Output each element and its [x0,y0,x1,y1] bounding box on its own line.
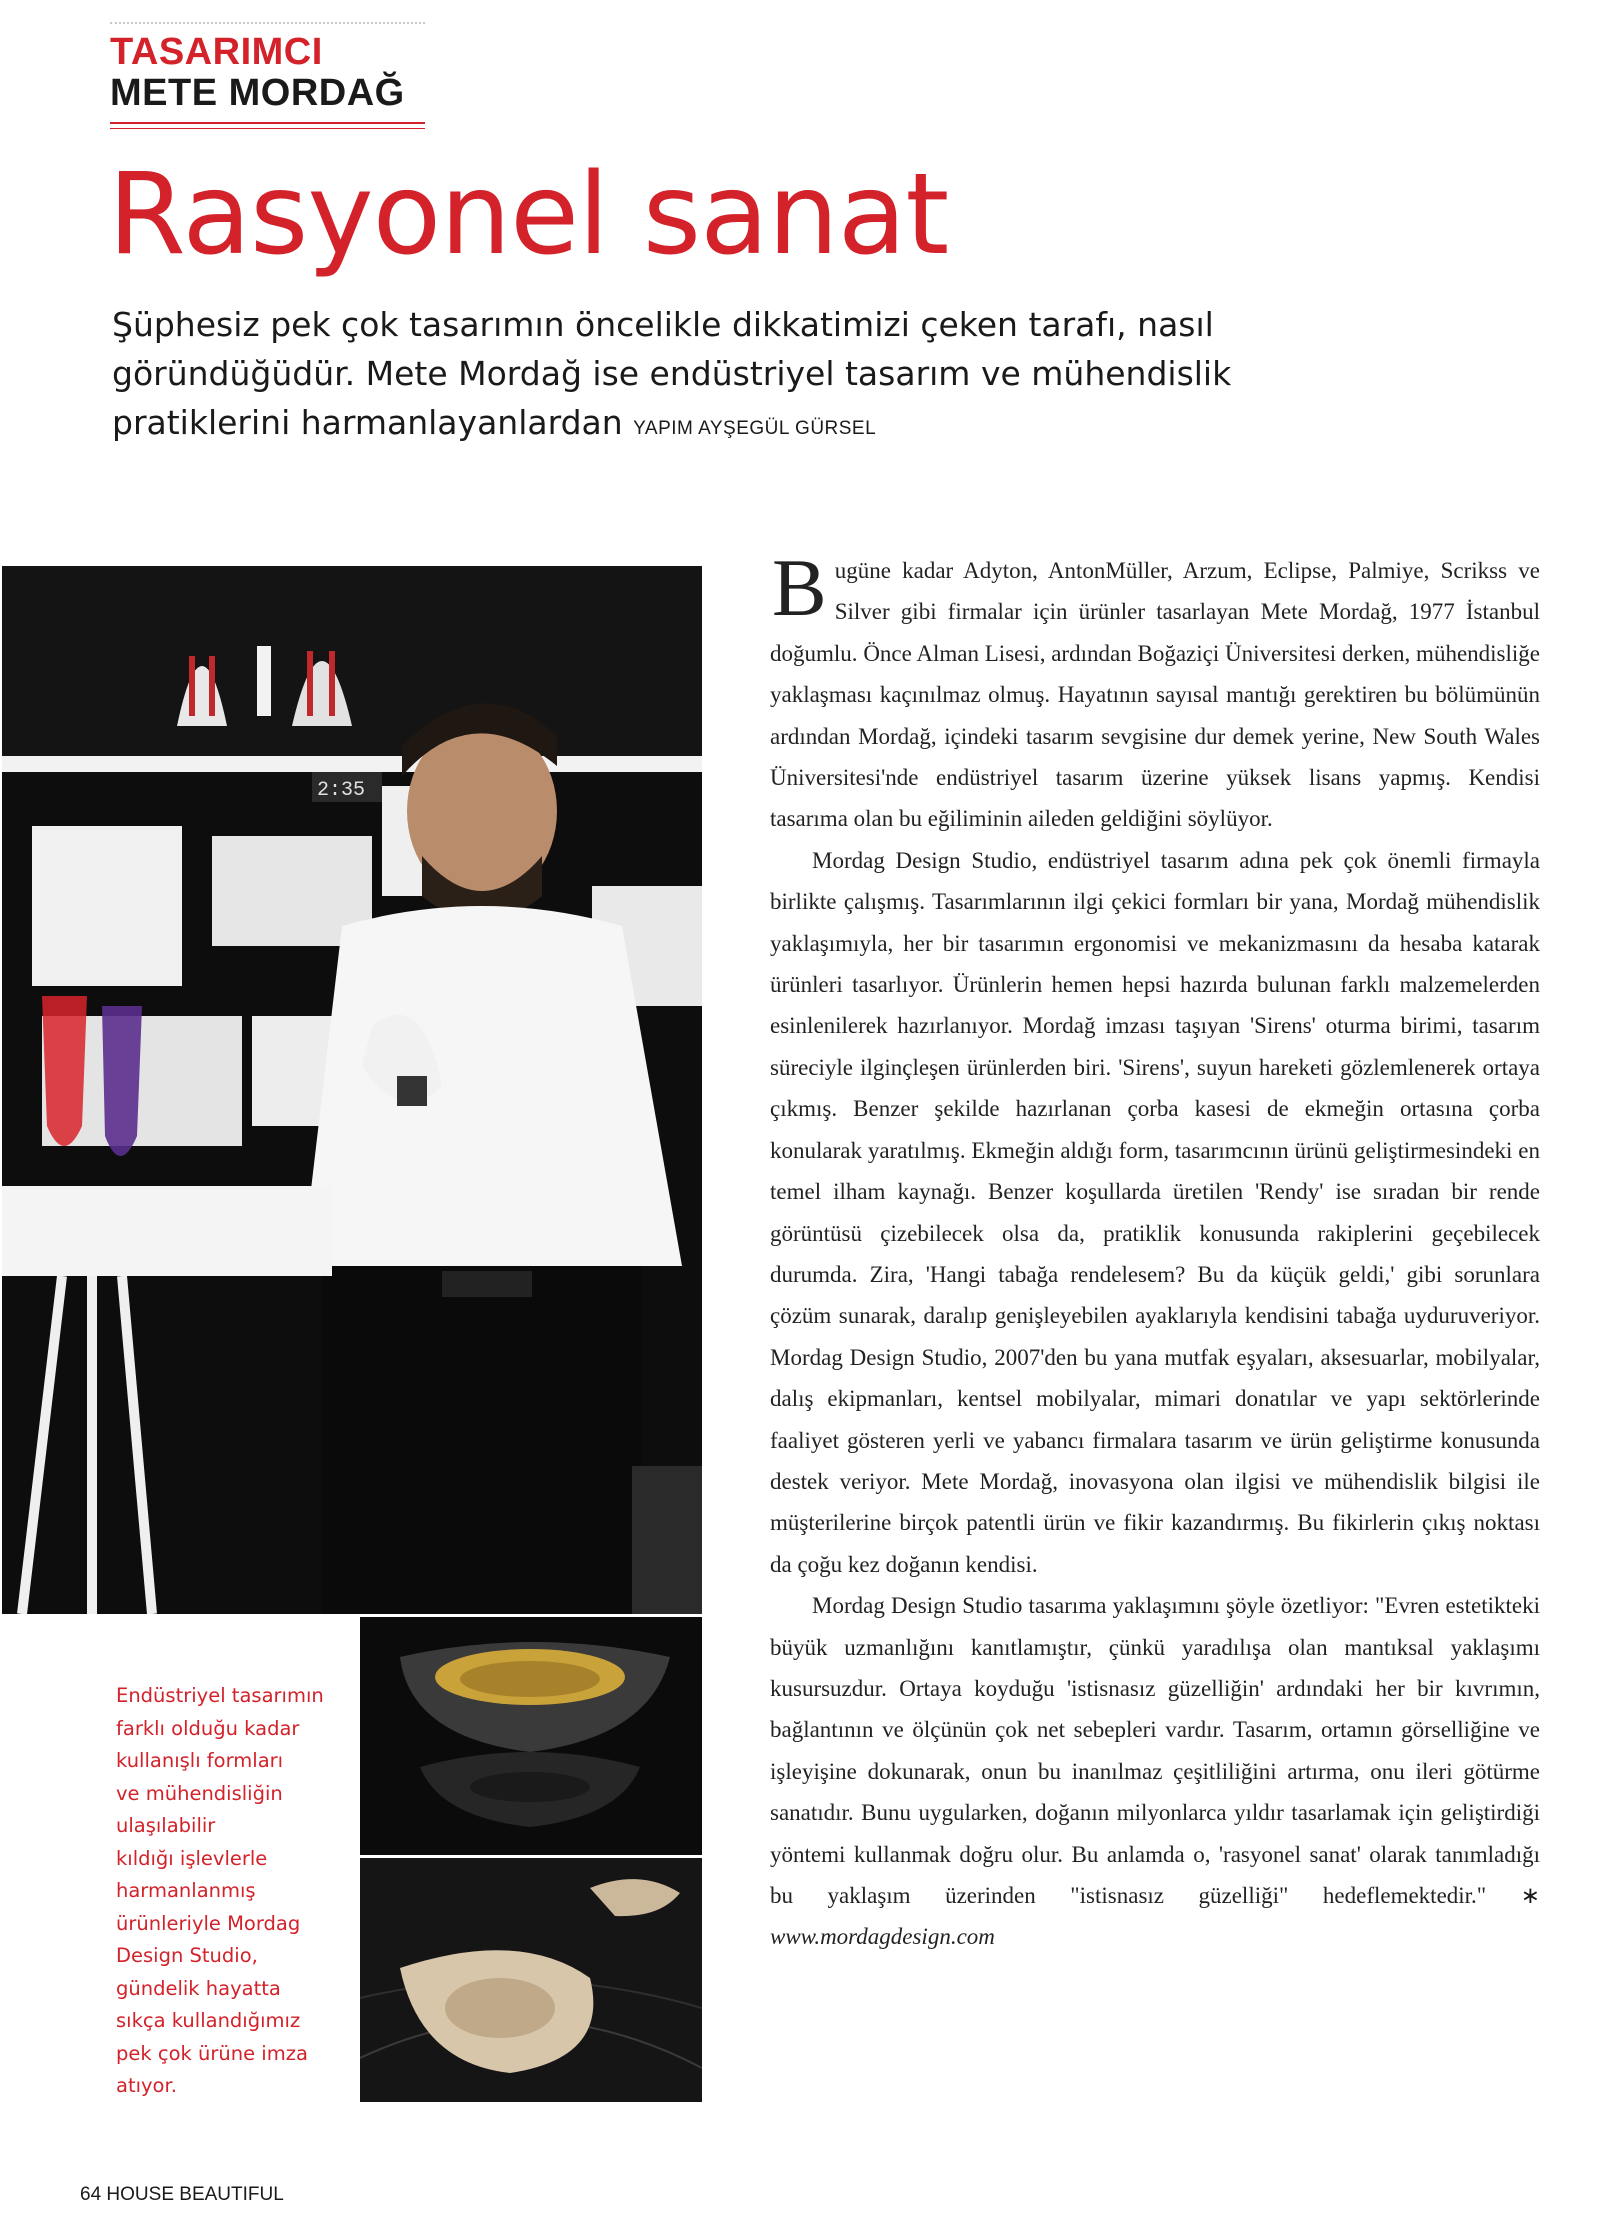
dotted-rule [110,22,425,24]
caption-line: gündelik hayatta [116,1976,281,2000]
photo-caption [116,1680,356,2103]
deck-text: Şüphesiz pek çok tasarımın öncelikle dikkatimizi çeken tarafı, nasıl göründüğüdür. Mete Mordağ ise endüstriyel tasarım ve mühendislik pratiklerini harmanlayanlardan [112,305,1232,442]
caption-line: atıyor. [116,2074,177,2097]
article-body [770,542,1541,1958]
kicker-label: TASARIMCI [110,31,323,73]
caption-line: farklı olduğu kadar [116,1716,300,1740]
caption-line: kıldığı işlevlerle [116,1846,268,1870]
caption-line: sıkça kullandığımız [116,2009,301,2032]
caption-line: ulaşılabilir [116,1814,216,1837]
headline: Rasyonel sanat [108,150,949,280]
caption-line: kullanışlı formları [116,1749,284,1772]
magazine-name: HOUSE BEAUTIFUL [106,2184,284,2205]
website-link[interactable]: www.mordagdesign.com [770,1924,995,1950]
bread-dish-photo [360,1858,702,2102]
caption-line: Endüstriyel tasarımın [116,1684,324,1707]
designer-portrait-photo [2,566,702,1614]
page-number: 64 [80,2184,102,2205]
caption-line: ürünleriyle Mordag [116,1911,301,1935]
body-paragraph-1 [770,542,1540,840]
deck [112,300,1372,453]
caption-line: harmanlanmış [116,1879,256,1902]
kicker [110,22,425,129]
caption-line: pek çok ürüne imza [116,2041,308,2065]
drop-cap: B [772,542,827,633]
caption-line: ve mühendisliğin [116,1781,283,1805]
clock-display: 2:35 [317,779,366,802]
designer-name: METE MORDAĞ [110,72,405,114]
paragraph-text: Mordag Design Studio tasarıma yaklaşımını şöyle özetliyor: "Evren estetikteki büyük uzmanlığını kanıtlamıştır, çünkü yaradılışa olan mantıksal yaklaşımı kusursuzdur. Ortaya koyduğu 'istisnasız güzelliğin' ardındaki her bir kıvrımın, bağlantının ve ölçünün çok net sebepleri vardır. Tasarım, ortamın görselliğine ve işleyişine dokunarak, onun bu inanılmaz çeşitliliğini artırma, onu ileri götürme sanatıdır. Bunu uygularken, doğanın milyonlarca yıldır tasarlamak için geliştirdiği yöntemi kullanmak doğru olur. Bu anlamda o, 'rasyonel sanat' olarak tanımladığı bu yaklaşım üzerinden "istisnasız güzelliği" hedeflemektedir." [770,1593,1540,1908]
caption-line: Design Studio, [116,1944,258,1967]
paragraph-text: ugüne kadar Adyton, AntonMüller, Arzum, Eclipse, Palmiye, Scrikss ve Silver gibi firmalar için ürünler tasarlayan Mete Mordağ, 1977 İstanbul doğumlu. Önce Alman Lisesi, ardından Boğaziçi Üniversitesi derken, mühendisliğe yaklaşması kaçınılmaz olmuş. Hayatının sayısal mantığı gerektiren bu bölümünün ardından Mordağ, içindeki tasarım sevgisine dur demek yerine, New South Wales Üniversitesi'nde endüstriyel tasarım üzerine yüksek lisans yapmış. Kendisi tasarıma olan bu eğiliminin aileden geldiğini söylüyor. [770,558,1540,832]
body-paragraph-3 [770,1585,1540,1958]
body-paragraph-2: Mordag Design Studio, endüstriyel tasarım adına pek çok önemli firmayla birlikte çalışmış. Tasarımlarının ilgi çekici formları bir yana, Mordağ mühendislik yaklaşımıyla, her bir tasarımın ergonomisi ve mekanizmasını da hesaba katarak ürünleri tasarlıyor. Ürünlerin hemen hepsi hazırda bulunan farklı malzemelerden esinlenilerek hazırlanıyor. Mordağ imzası taşıyan 'Sirens' oturma birimi, tasarım süreciyle ilginçleşen ürünlerden biri. 'Sirens', suyun hareketi gözlemlenerek ortaya çıkmış. Benzer şekilde hazırlanan çorba kasesi de ekmeğin ortasına çorba konularak yaratılmış. Ekmeğin aldığı form, tasarımcının ürünü geliştirmesindeki en temel ilham kaynağı. Benzer koşullarda üretilen 'Rendy' ise sıradan bir rende görüntüsü çizebilecek olsa da, pratiklik konusunda rakiplerini geçebilecek durumda. Zira, 'Hangi tabağa rendelesem? Bu da küçük geldi,' gibi sorunlara çözüm sunarak, daralıp genişleyebilen ayaklarıyla kendisini tabağa uyduruveriyor. Mordag Design Studio, 2007'den bu yana mutfak eşyaları, aksesuarlar, mobilyalar, dalış ekipmanları, kentsel mobilyalar, mimari donatılar ve yapı sektörlerinde faaliyet gösteren yerli ve yabancı firmalara tasarım ve ürün geliştirme konusunda destek veriyor. Mete Mordağ, inovasyona olan ilgisi ve mühendislik bilgisi ile müşterilerine birçok patentli ürün ve fikir kazandırmış. Bu fikirlerin çıkış noktası da çoğu kez doğanın kendisi. [770,847,1540,1577]
kicker-rule [110,122,425,124]
deck-credit: YAPIM AYŞEGÜL GÜRSEL [633,418,877,439]
soup-bowl-photo [360,1617,702,1855]
page-folio [80,2184,284,2206]
kicker-rule-thin [110,128,425,129]
end-mark: ∗ [1520,1883,1541,1908]
